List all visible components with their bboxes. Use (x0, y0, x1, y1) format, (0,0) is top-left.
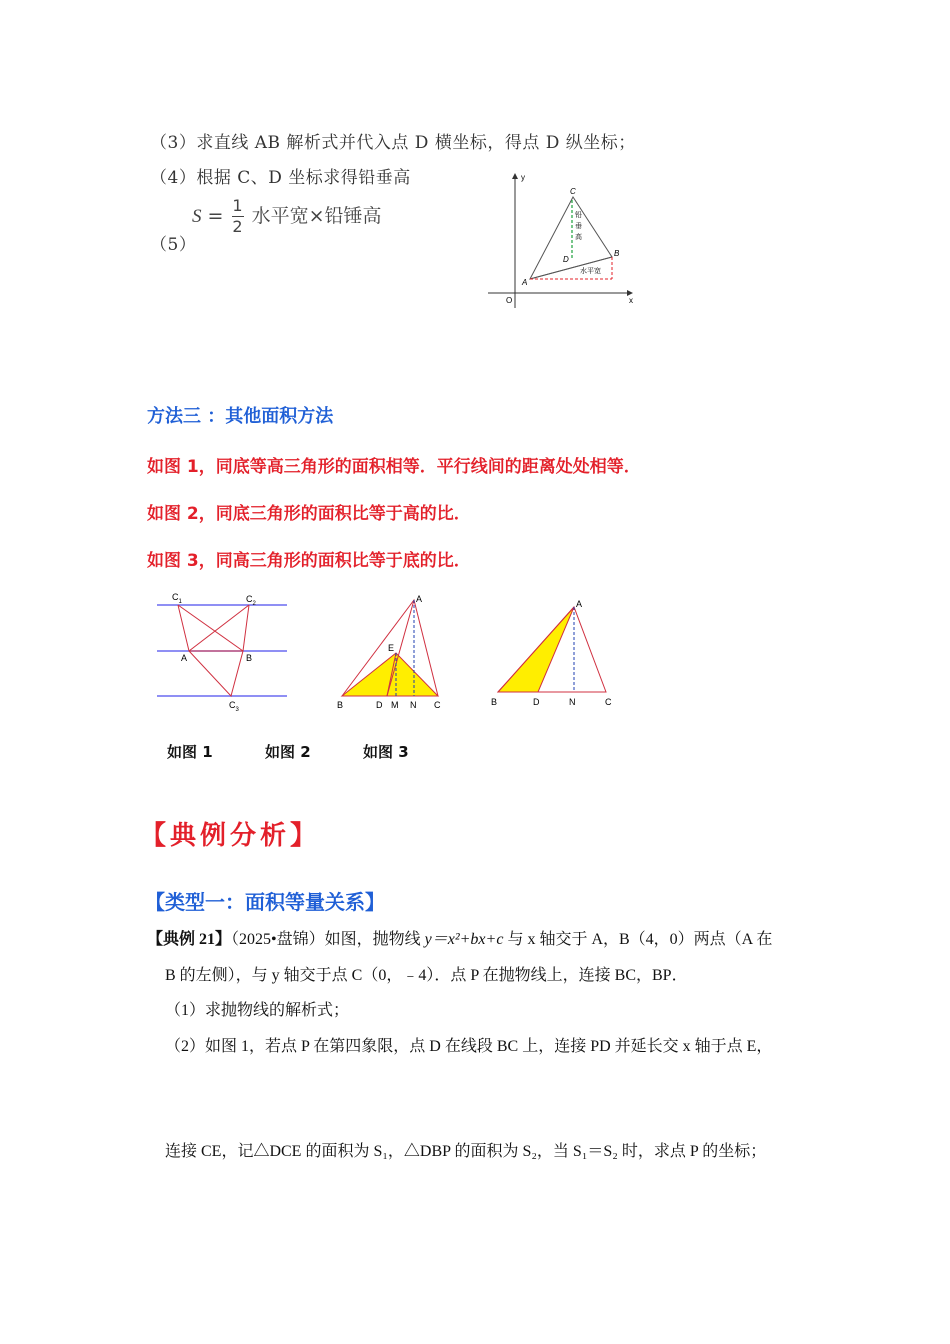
f2-a-label: A (416, 594, 423, 604)
frac-den: 2 (232, 217, 243, 236)
example-intro: （2025•盘锦）如图，抛物线 (231, 931, 425, 948)
method3-line3: 如图 3，同高三角形的面积比等于底的比． (147, 551, 471, 571)
pt-a-label: A (522, 278, 528, 287)
caption-figure-2: 如图 2 (265, 743, 311, 761)
f3-d-label: D (533, 697, 540, 707)
caption-figure-3: 如图 3 (363, 743, 409, 761)
f3-n-label: N (569, 697, 576, 707)
f2-c-label: C (434, 700, 441, 710)
chui-label: 垂 (575, 223, 582, 230)
f3-b-label: B (491, 697, 498, 707)
x-axis-label: x (629, 296, 633, 305)
f2-d-label: D (376, 700, 383, 710)
formula-s: S (192, 206, 202, 227)
formula-half (232, 198, 244, 235)
formula-rest: 水平宽×铅锤高 (251, 205, 382, 227)
f3-a-label: A (576, 599, 583, 609)
pt-c-label: C (570, 187, 576, 196)
section-title: 【典例分析】 (140, 821, 321, 851)
f1-b-label: B (246, 653, 253, 663)
f2-n-label: N (410, 700, 417, 710)
f1-c2-label: $C_2$ (246, 594, 256, 607)
question-1: （1）求抛物线的解析式； (165, 1002, 350, 1019)
method3-line2: 如图 2，同底三角形的面积比等于高的比． (147, 504, 471, 524)
qian-label: 铅 (575, 212, 582, 219)
pt-d-label: D (563, 255, 569, 264)
f1-c3-label: $C_3$ (229, 700, 239, 713)
f3-c-label: C (605, 697, 612, 707)
caption-figure-1: 如图 1 (167, 743, 213, 761)
figure-2 (330, 590, 450, 715)
coordinate-figure (486, 170, 636, 310)
f2-m-label: M (391, 700, 399, 710)
frac-num: 1 (232, 196, 243, 215)
question-2: （2）如图 1，若点 P 在第四象限，点 D 在线段 BC 上，连接 PD 并延长交 x 轴于点 E， (165, 1038, 773, 1055)
example-tag: 【典例 21】 (147, 931, 232, 948)
question-2-cont: 连接 CE，记△DCE 的面积为 S₁，△DBP 的面积为 S₂，当 S₁＝S₂ 时，求点 P 的坐标； (165, 1143, 767, 1160)
f2-e-label: E (388, 643, 395, 653)
y-axis-label: y (521, 173, 525, 182)
step-5-formula (192, 198, 381, 235)
formula-eq: = (207, 205, 224, 227)
example-line-1 (147, 926, 772, 949)
method3-line1: 如图 1，同底等高三角形的面积相等．平行线间的距离处处相等． (147, 457, 641, 477)
example-intro-2: 与 x 轴交于 A，B（4，0）两点（A 在 (503, 931, 773, 948)
step-4: （4）根据 C、D 坐标求得铅垂高 (150, 168, 411, 188)
horizontal-width-label: 水平宽 (580, 268, 601, 275)
step-3: （3）求直线 AB 解析式并代入点 D 横坐标，得点 D 纵坐标； (150, 133, 636, 153)
step-5-number: （5） (150, 235, 197, 255)
method3-title: 方法三 ：其他面积方法 (147, 406, 334, 427)
gao-label: 高 (575, 234, 582, 241)
type1-heading: 【类型一：面积等量关系】 (145, 890, 385, 914)
f1-a-label: A (181, 653, 188, 663)
f2-b-label: B (337, 700, 344, 710)
origin-label: O (506, 296, 513, 305)
example-line-2: B 的左侧），与 y 轴交于点 C（0，﹣4）．点 P 在抛物线上，连接 BC，BP． (165, 967, 688, 984)
pt-b-label: B (614, 249, 620, 258)
figure-1 (155, 588, 290, 718)
figure-3 (488, 595, 618, 710)
example-equation: y＝x²+bx+c (424, 931, 504, 948)
f1-c1-label: $C_1$ (172, 592, 182, 605)
